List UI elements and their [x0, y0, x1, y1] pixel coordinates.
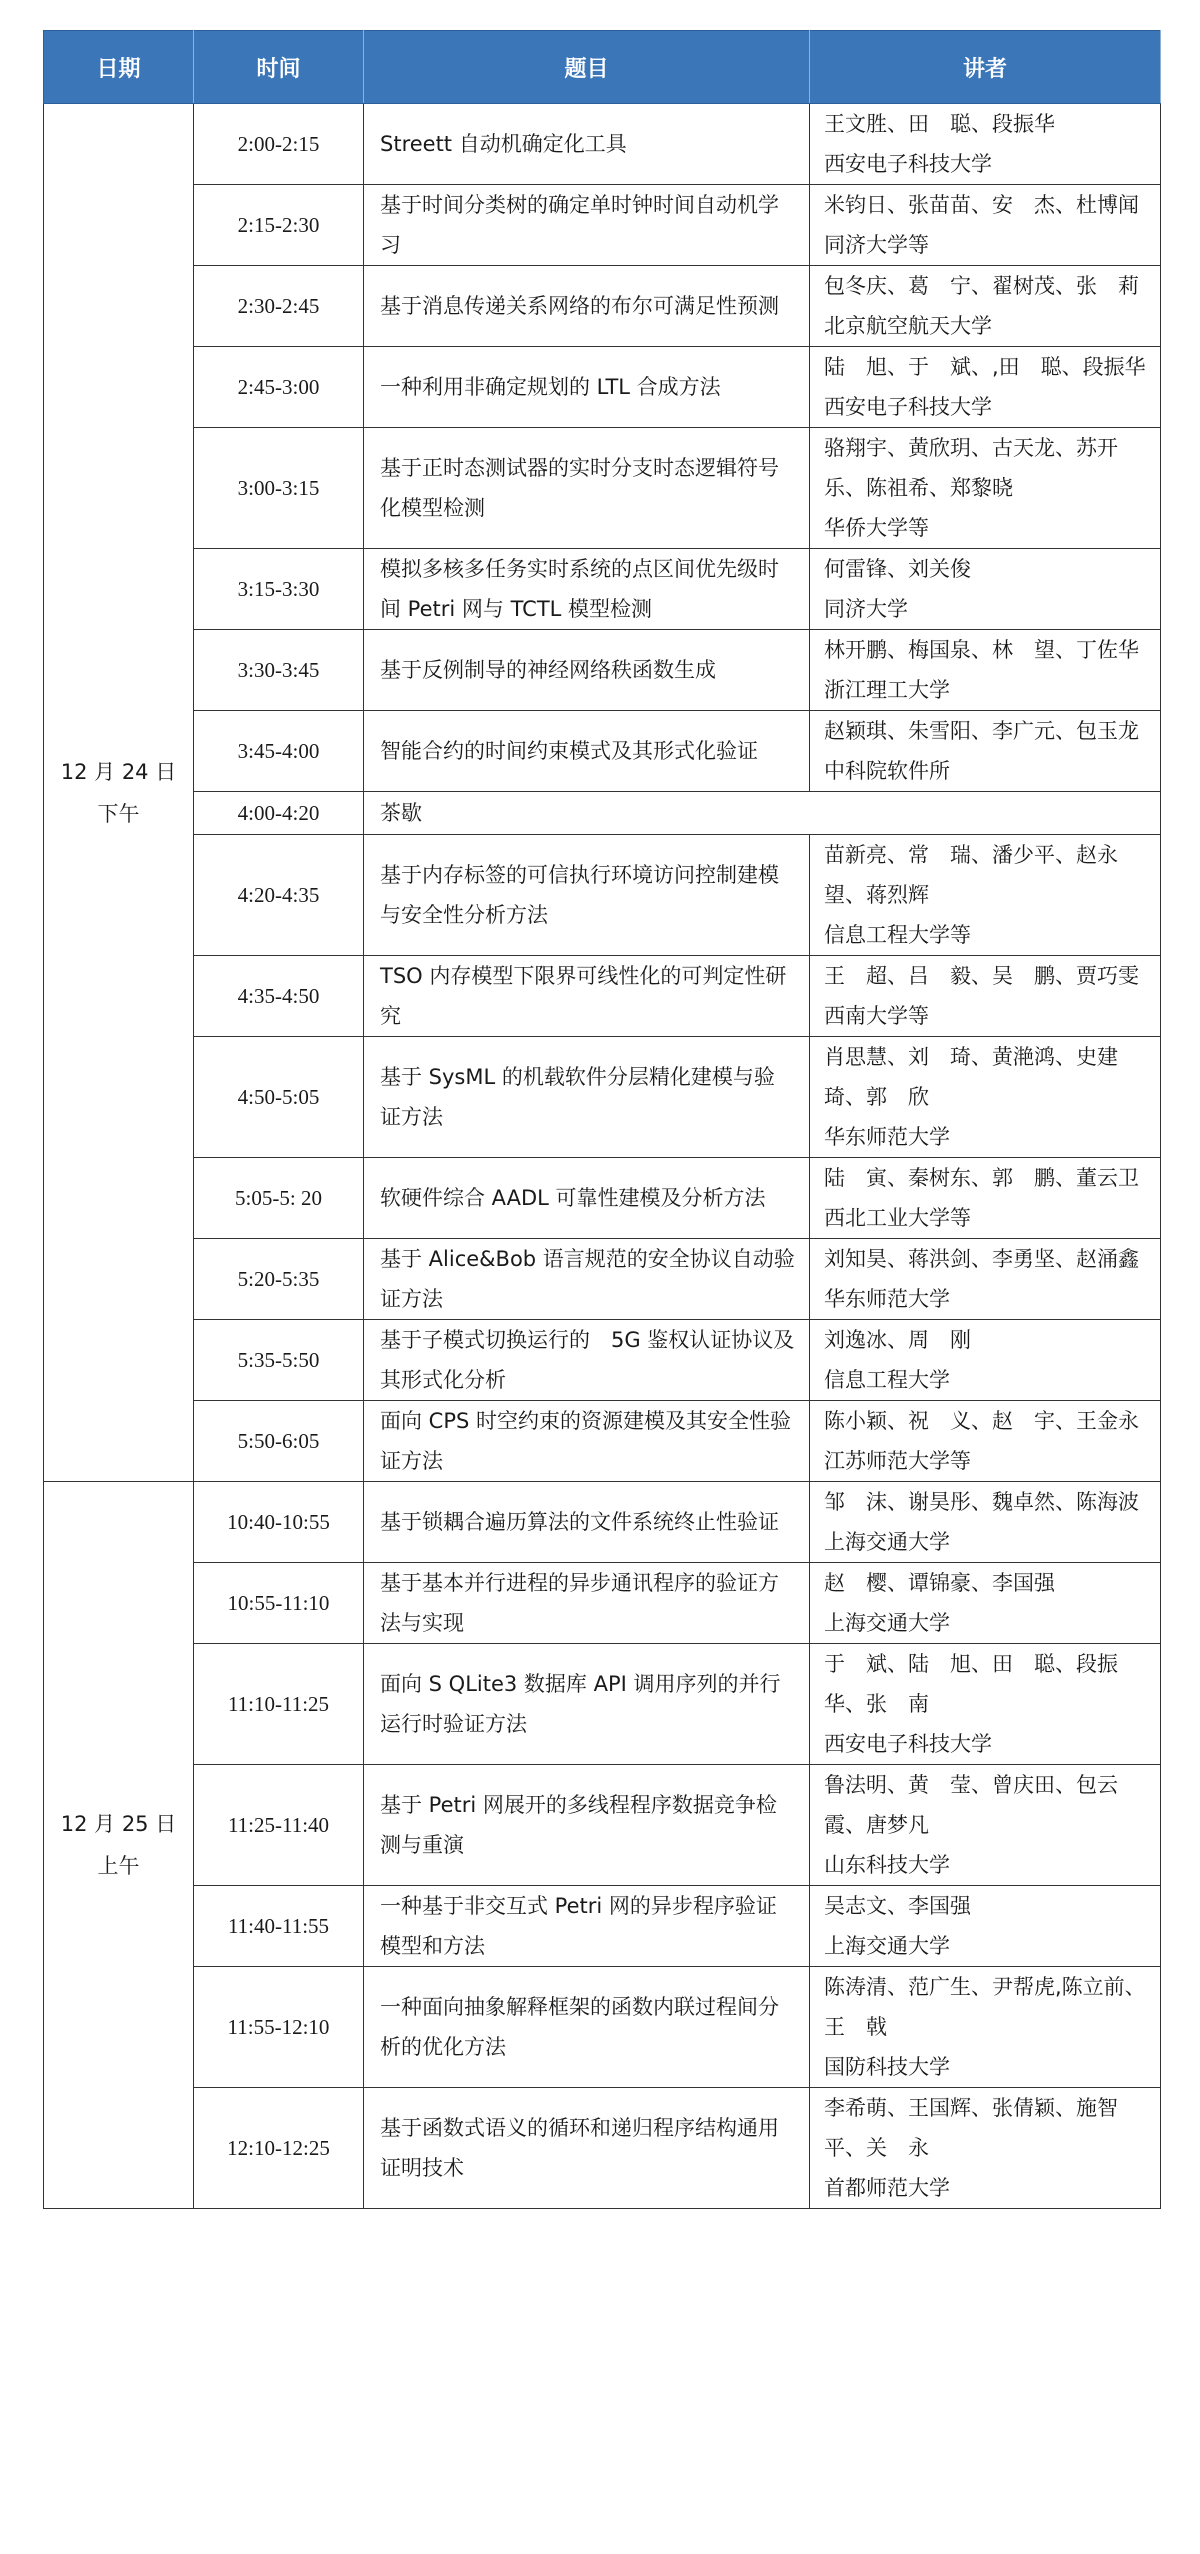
session-speakers — [810, 1765, 1161, 1886]
session-title: 智能合约的时间约束模式及其形式化验证 — [364, 711, 810, 792]
session-speakers — [810, 956, 1161, 1037]
session-time: 2:30-2:45 — [194, 266, 364, 347]
session-time: 3:00-3:15 — [194, 428, 364, 549]
session-title: 一种面向抽象解释框架的函数内联过程间分析的优化方法 — [364, 1967, 810, 2088]
speaker-names: 林开鹏、梅国泉、林 望、丁佐华 — [824, 638, 1139, 662]
session-row — [44, 1563, 1161, 1644]
speaker-names: 李希萌、王国辉、张倩颖、施智平、关 永 — [824, 2096, 1118, 2160]
speaker-names: 包冬庆、葛 宁、翟树茂、张 莉 — [824, 274, 1139, 298]
speaker-names: 陈小颖、祝 义、赵 宇、王金永 — [824, 1409, 1139, 1433]
speaker-names: 刘知昊、蒋洪剑、李勇坚、赵涌鑫 — [824, 1247, 1139, 1271]
session-time: 2:15-2:30 — [194, 185, 364, 266]
session-speakers — [810, 2088, 1161, 2209]
session-title: 基于子模式切换运行的 5G 鉴权认证协议及其形式化分析 — [364, 1320, 810, 1401]
session-title: 基于锁耦合遍历算法的文件系统终止性验证 — [364, 1482, 810, 1563]
session-title: 基于消息传递关系网络的布尔可满足性预测 — [364, 266, 810, 347]
speaker-names: 吴志文、李国强 — [824, 1894, 971, 1918]
session-speakers — [810, 428, 1161, 549]
speaker-affiliation: 上海交通大学 — [824, 1611, 950, 1635]
session-speakers — [810, 1967, 1161, 2088]
speaker-affiliation: 同济大学等 — [824, 233, 929, 257]
session-time: 10:55-11:10 — [194, 1563, 364, 1644]
session-row — [44, 1967, 1161, 2088]
day-date: 12 月 24 日 — [60, 759, 177, 784]
session-row — [44, 1037, 1161, 1158]
session-time: 12:10-12:25 — [194, 2088, 364, 2209]
session-row — [44, 1482, 1161, 1563]
session-row — [44, 1158, 1161, 1239]
session-title: 基于 Petri 网展开的多线程程序数据竞争检测与重演 — [364, 1765, 810, 1886]
speaker-affiliation: 西南大学等 — [824, 1004, 929, 1028]
speaker-names: 于 斌、陆 旭、田 聪、段振华、张 南 — [824, 1652, 1118, 1716]
session-time: 3:45-4:00 — [194, 711, 364, 792]
speaker-affiliation: 北京航空航天大学 — [824, 314, 992, 338]
session-title: 基于反例制导的神经网络秩函数生成 — [364, 630, 810, 711]
day-period: 下午 — [97, 801, 140, 826]
speaker-affiliation: 西安电子科技大学 — [824, 395, 992, 419]
speaker-affiliation: 国防科技大学 — [824, 2055, 950, 2079]
speaker-names: 王文胜、田 聪、段振华 — [824, 112, 1055, 136]
speaker-affiliation: 华侨大学等 — [824, 516, 929, 540]
session-title: 软硬件综合 AADL 可靠性建模及分析方法 — [364, 1158, 810, 1239]
speaker-names: 邹 沫、谢昊彤、魏卓然、陈海波 — [824, 1490, 1139, 1514]
session-title: 基于 Alice&Bob 语言规范的安全协议自动验证方法 — [364, 1239, 810, 1320]
session-title: 面向 CPS 时空约束的资源建模及其安全性验证方法 — [364, 1401, 810, 1482]
session-time: 5:05-5: 20 — [194, 1158, 364, 1239]
speaker-names: 赵颖琪、朱雪阳、李广元、包玉龙 — [824, 719, 1139, 743]
session-title: 基于基本并行进程的异步通讯程序的验证方法与实现 — [364, 1563, 810, 1644]
session-time: 4:50-5:05 — [194, 1037, 364, 1158]
session-time: 4:00-4:20 — [194, 792, 364, 835]
day-cell — [44, 1482, 194, 2209]
speaker-names: 苗新亮、常 瑞、潘少平、赵永望、蒋烈辉 — [824, 843, 1118, 907]
session-speakers — [810, 630, 1161, 711]
session-time: 10:40-10:55 — [194, 1482, 364, 1563]
header-row — [44, 31, 1161, 104]
session-row — [44, 630, 1161, 711]
session-time: 2:45-3:00 — [194, 347, 364, 428]
session-speakers — [810, 185, 1161, 266]
session-row — [44, 1401, 1161, 1482]
speaker-names: 王 超、吕 毅、吴 鹏、贾巧雯 — [824, 964, 1139, 988]
session-speakers — [810, 549, 1161, 630]
session-time: 4:35-4:50 — [194, 956, 364, 1037]
session-title: 面向 S QLite3 数据库 API 调用序列的并行运行时验证方法 — [364, 1644, 810, 1765]
session-title: 基于函数式语义的循环和递归程序结构通用证明技术 — [364, 2088, 810, 2209]
session-row — [44, 347, 1161, 428]
speaker-names: 陈涛清、范广生、尹帮虎,陈立前、王 戟 — [824, 1975, 1146, 2039]
schedule-table — [43, 30, 1161, 2209]
session-row — [44, 428, 1161, 549]
session-title: 模拟多核多任务实时系统的点区间优先级时间 Petri 网与 TCTL 模型检测 — [364, 549, 810, 630]
day-cell — [44, 104, 194, 1482]
speaker-affiliation: 信息工程大学 — [824, 1368, 950, 1392]
session-speakers — [810, 1158, 1161, 1239]
speaker-affiliation: 西安电子科技大学 — [824, 152, 992, 176]
speaker-names: 鲁法明、黄 莹、曾庆田、包云霞、唐梦凡 — [824, 1773, 1118, 1837]
session-time: 2:00-2:15 — [194, 104, 364, 185]
session-time: 3:30-3:45 — [194, 630, 364, 711]
session-speakers — [810, 347, 1161, 428]
speaker-affiliation: 浙江理工大学 — [824, 678, 950, 702]
session-title: 茶歇 — [364, 792, 1161, 835]
session-speakers — [810, 1401, 1161, 1482]
session-time: 11:40-11:55 — [194, 1886, 364, 1967]
speaker-affiliation: 首都师范大学 — [824, 2176, 950, 2200]
speaker-names: 赵 樱、谭锦豪、李国强 — [824, 1571, 1055, 1595]
session-row — [44, 1320, 1161, 1401]
session-row — [44, 792, 1161, 835]
speaker-affiliation: 西安电子科技大学 — [824, 1732, 992, 1756]
speaker-affiliation: 华东师范大学 — [824, 1125, 950, 1149]
session-time: 11:10-11:25 — [194, 1644, 364, 1765]
session-title: TSO 内存模型下限界可线性化的可判定性研究 — [364, 956, 810, 1037]
session-time: 3:15-3:30 — [194, 549, 364, 630]
session-title: 基于时间分类树的确定单时钟时间自动机学习 — [364, 185, 810, 266]
session-speakers — [810, 1239, 1161, 1320]
session-time: 5:20-5:35 — [194, 1239, 364, 1320]
speaker-affiliation: 华东师范大学 — [824, 1287, 950, 1311]
speaker-affiliation: 中科院软件所 — [824, 759, 950, 783]
session-speakers — [810, 1037, 1161, 1158]
speaker-names: 何雷锋、刘关俊 — [824, 557, 971, 581]
session-row — [44, 549, 1161, 630]
session-time: 11:25-11:40 — [194, 1765, 364, 1886]
session-speakers — [810, 1320, 1161, 1401]
session-speakers — [810, 835, 1161, 956]
session-row — [44, 956, 1161, 1037]
session-time: 11:55-12:10 — [194, 1967, 364, 2088]
day-date: 12 月 25 日 — [60, 1812, 177, 1836]
session-row — [44, 1765, 1161, 1886]
session-row — [44, 2088, 1161, 2209]
session-time: 5:35-5:50 — [194, 1320, 364, 1401]
session-speakers — [810, 266, 1161, 347]
speaker-affiliation: 山东科技大学 — [824, 1853, 950, 1877]
speaker-affiliation: 江苏师范大学等 — [824, 1449, 971, 1473]
session-row — [44, 266, 1161, 347]
session-speakers — [810, 711, 1161, 792]
session-time: 4:20-4:35 — [194, 835, 364, 956]
session-title: Streett 自动机确定化工具 — [364, 104, 810, 185]
session-row — [44, 1644, 1161, 1765]
speaker-affiliation: 上海交通大学 — [824, 1530, 950, 1554]
session-title: 基于正时态测试器的实时分支时态逻辑符号化模型检测 — [364, 428, 810, 549]
header-speakers: 讲者 — [810, 31, 1161, 104]
session-speakers — [810, 1563, 1161, 1644]
speaker-names: 陆 旭、于 斌、,田 聪、段振华 — [824, 355, 1146, 379]
session-row — [44, 835, 1161, 956]
speaker-names: 米钧日、张苗苗、安 杰、杜博闻 — [824, 193, 1139, 217]
session-title: 基于内存标签的可信执行环境访问控制建模与安全性分析方法 — [364, 835, 810, 956]
speaker-affiliation: 西北工业大学等 — [824, 1206, 971, 1230]
session-row — [44, 711, 1161, 792]
speaker-names: 肖思慧、刘 琦、黄滟鸿、史建琦、郭 欣 — [824, 1045, 1118, 1109]
session-row — [44, 185, 1161, 266]
session-title: 基于 SysML 的机载软件分层精化建模与验证方法 — [364, 1037, 810, 1158]
session-speakers — [810, 104, 1161, 185]
session-time: 5:50-6:05 — [194, 1401, 364, 1482]
speaker-affiliation: 上海交通大学 — [824, 1934, 950, 1958]
speaker-names: 陆 寅、秦树东、郭 鹏、董云卫 — [824, 1166, 1139, 1190]
day-period: 上午 — [97, 1854, 140, 1878]
header-time: 时间 — [194, 31, 364, 104]
session-row — [44, 1886, 1161, 1967]
speaker-affiliation: 信息工程大学等 — [824, 923, 971, 947]
session-speakers — [810, 1886, 1161, 1967]
speaker-affiliation: 同济大学 — [824, 597, 908, 621]
session-row — [44, 1239, 1161, 1320]
session-title: 一种利用非确定规划的 LTL 合成方法 — [364, 347, 810, 428]
session-row — [44, 104, 1161, 185]
speaker-names: 刘逸冰、周 刚 — [824, 1328, 971, 1352]
session-title: 一种基于非交互式 Petri 网的异步程序验证模型和方法 — [364, 1886, 810, 1967]
session-speakers — [810, 1644, 1161, 1765]
header-title: 题目 — [364, 31, 810, 104]
header-date: 日期 — [44, 31, 194, 104]
speaker-names: 骆翔宇、黄欣玥、古天龙、苏开乐、陈祖希、郑黎晓 — [824, 436, 1118, 500]
session-speakers — [810, 1482, 1161, 1563]
